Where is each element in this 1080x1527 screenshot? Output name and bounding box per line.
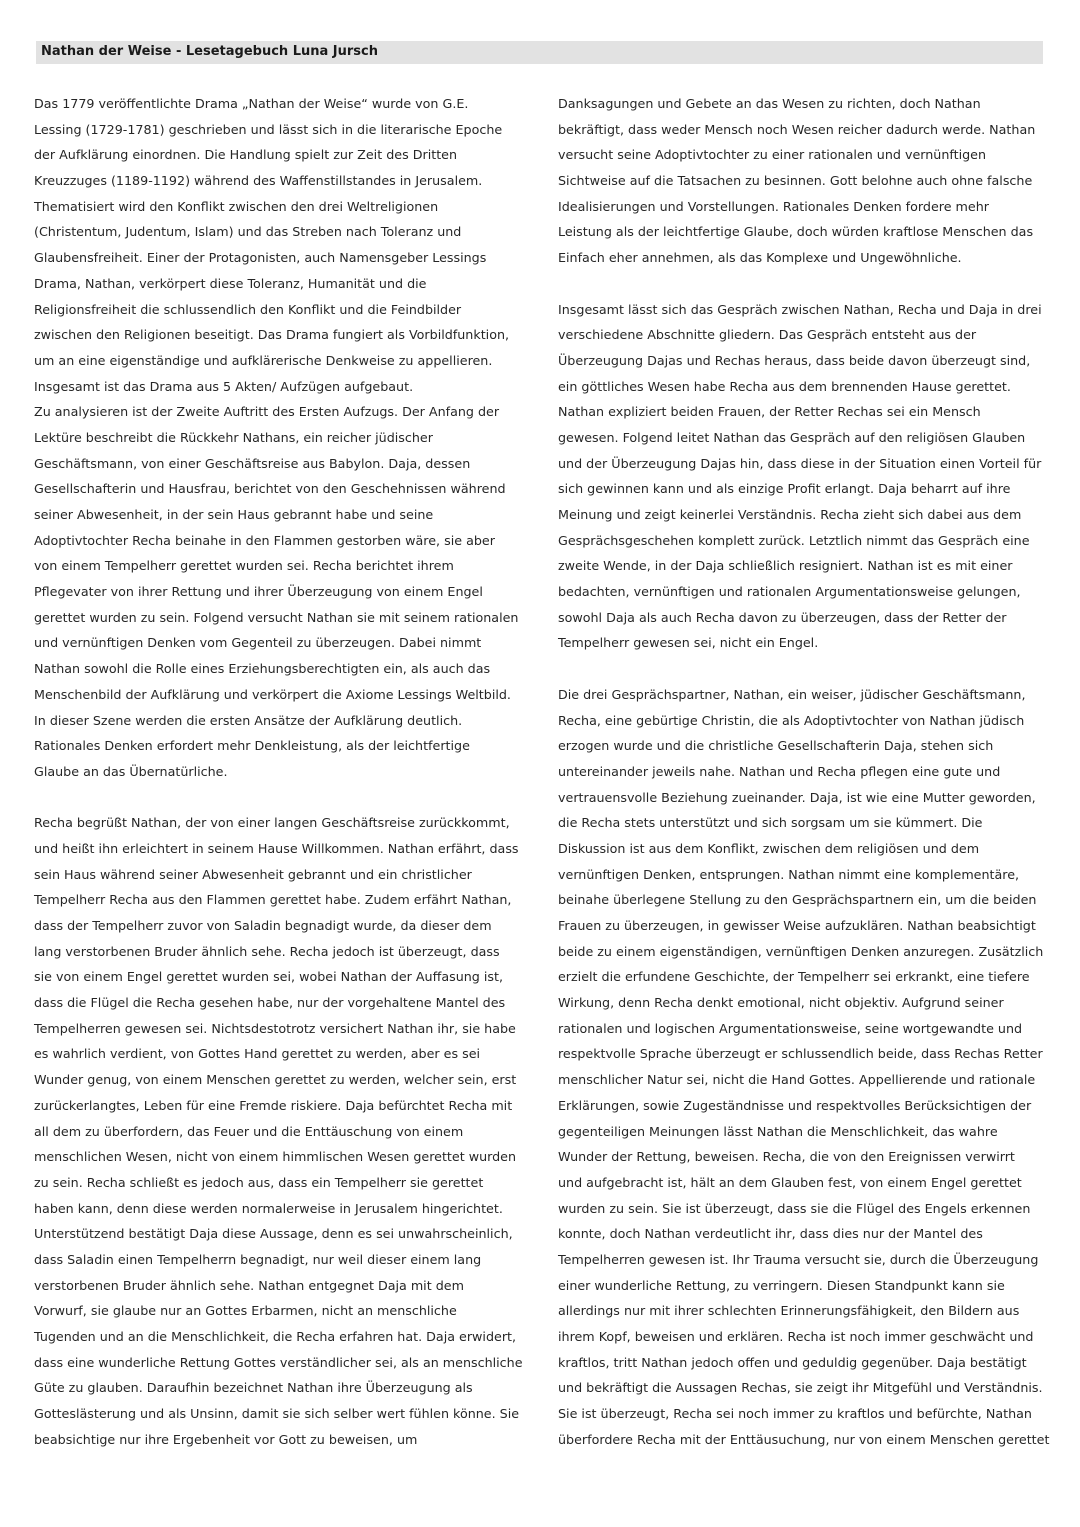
text-line: beinahe überlegene Stellung zu den Gesprächspartnern ein, um die beiden [558,892,1037,908]
text-line: Leistung als der leichtfertige Glaube, doch würden kraftlose Menschen das [558,224,1034,240]
text-line: gerettet wurden zu sein. Folgend versucht Nathan sie mit seinem rationalen [34,609,519,625]
text-line: Rationales Denken erfordert mehr Denkleistung, als der leichtfertige [34,738,470,754]
text-line: beide zu einem eigenständigen, vernünftigen Denken anzuregen. Zusätzlich [558,943,1044,959]
text-line: Sie ist überzeugt, Recha sei noch immer zu kraftlos und befürchte, Nathan [558,1406,1032,1422]
text-line: untereinander jeweils nahe. Nathan und Recha pflegen eine gute und [558,763,1001,779]
text-line: und vernünftigen Denken vom Gegenteil zu überzeugen. Dabei nimmt [34,635,482,651]
text-line: Drama, Nathan, verkörpert diese Toleranz, Humanität und die [34,275,427,291]
text-line: Recha, eine gebürtige Christin, die als Adoptivtochter von Nathan jüdisch [558,712,1025,728]
text-line: Tempelherren gewesen ist. Ihr Trauma versucht sie, durch die Überzeugung [558,1251,1039,1267]
text-line: dass Saladin einen Tempelherrn begnadigt, nur weil dieser einem lang [34,1251,482,1267]
text-line: Gotteslästerung und als Unsinn, damit sie sich selber wert fühlen könne. Sie [34,1406,520,1422]
text-line: gegenteiligen Meinungen lässt Nathan die Menschlichkeit, das wahre [558,1123,998,1139]
text-line: der Aufklärung einordnen. Die Handlung spielt zur Zeit des Dritten [34,147,458,163]
text-line: Danksagungen und Gebete an das Wesen zu richten, doch Nathan [558,96,981,111]
paragraph [558,682,1050,1453]
text-line: gewesen. Folgend leitet Nathan das Gespräch auf den religiösen Glauben [558,429,1026,445]
text-line: Gesellschafterin und Hausfrau, berichtet von den Geschehnissen während [34,481,506,497]
text-line: Frauen zu überzeugen, in gewisser Weise aufzuklären. Nathan beabsichtigt [558,918,1036,933]
text-line: Wirkung, denn Recha denkt emotional, nicht objektiv. Aufgrund seiner [558,995,1004,1011]
text-line: Wunder der Rettung, beweisen. Recha, die von den Ereignissen verwirrt [558,1149,1015,1165]
paragraph [558,297,1050,657]
text-line: ihrem Kopf, beweisen und erklären. Recha ist noch immer geschwächt und [558,1329,1034,1344]
text-line: Religionsfreiheit die schlussendlich den Konflikt und die Feindbilder [34,301,462,317]
document-title: Nathan der Weise - Lesetagebuch Luna Jursch [41,44,378,59]
text-line: um an eine eigenständige und aufklärerische Denkweise zu appellieren. [34,352,493,368]
text-line: Nathan sowohl die Rolle eines Erziehungsberechtigten ein, als auch das [34,661,491,677]
text-line: Nathan expliziert beiden Frauen, der Retter Rechas sei ein Mensch [558,404,981,420]
text-line: respektvolle Sprache überzeugt er schlussendlich beide, dass Rechas Retter [558,1046,1043,1062]
paragraph [558,91,1050,271]
text-line: Zu analysieren ist der Zweite Auftritt des Ersten Aufzugs. Der Anfang der [34,404,500,420]
text-line: sich gewinnen kann und als einzige Profit erlangt. Daja beharrt auf ihre [558,481,1011,497]
text-line: Geschäftsmann, von einer Geschäftsreise aus Babylon. Daja, dessen [34,455,471,471]
text-line: dass der Tempelherr zuvor von Saladin begnadigt wurde, da dieser dem [34,918,492,933]
text-line: In dieser Szene werden die ersten Ansätze der Aufklärung deutlich. [34,712,463,728]
text-line: seiner Abwesenheit, in der sein Haus gebrannt habe und seine [34,507,434,522]
text-line: (Christentum, Judentum, Islam) und das Streben nach Toleranz und [34,224,462,240]
text-line: bekräftigt, dass weder Mensch noch Wesen reicher dadurch werde. Nathan [558,121,1036,137]
left-text-column [34,91,524,1452]
text-line: beabsichtige nur ihre Ergebenheit vor Gott zu beweisen, um [34,1431,418,1447]
paragraph [34,810,524,1452]
text-line: Recha begrüßt Nathan, der von einer langen Geschäftsreise zurückkommt, [34,815,510,831]
text-line: Glaubensfreiheit. Einer der Protagonisten, auch Namensgeber Lessings [34,250,487,266]
text-line: kraftlos, tritt Nathan jedoch offen und geduldig gegenüber. Daja bestätigt [558,1354,1027,1370]
text-line: Insgesamt ist das Drama aus 5 Akten/ Aufzügen aufgebaut. [34,378,414,394]
text-line: rationalen und logischen Argumentationsweise, seine wortgewandte und [558,1020,1023,1036]
text-line: Insgesamt lässt sich das Gespräch zwischen Nathan, Recha und Daja in drei [558,301,1042,317]
text-line: all dem zu überfordern, das Feuer und die Enttäuschung von einem [34,1123,464,1139]
text-line: Erklärungen, sowie Zugeständnisse und respektvolles Berücksichtigen der [558,1097,1032,1113]
text-line: und heißt ihn erleichtert in seinem Hause Willkommen. Nathan erfährt, dass [34,840,519,856]
text-line: erzogen wurde und die christliche Gesellschafterin Daja, stehen sich [558,738,994,754]
text-line: Tempelherren gewesen sei. Nichtsdestotrotz versichert Nathan ihr, sie habe [34,1020,516,1036]
text-line: Güte zu glauben. Daraufhin bezeichnet Nathan ihre Überzeugung als [34,1380,473,1396]
text-line: verstorbenen Bruder ähnlich sehe. Nathan entgegnet Daja mit dem [34,1277,464,1293]
text-line: Lektüre beschreibt die Rückkehr Nathans, ein reicher jüdischer [34,429,433,445]
text-line: haben kann, denn diese werden normalerweise in Jerusalem hingerichtet. [34,1200,503,1216]
text-line: Meinung und zeigt keinerlei Verständnis. Recha zieht sich dabei aus dem [558,507,1022,522]
text-line: vertrauensvolle Beziehung zueinander. Daja, ist wie eine Mutter geworden, [558,789,1036,805]
text-line: und aufgebracht ist, hält an dem Glauben fest, von einem Engel gerettet [558,1174,1022,1190]
text-line: dass die Flügel die Recha gesehen habe, nur der vorgehaltene Mantel des [34,995,506,1011]
paragraph [34,91,524,785]
text-line: es wahrlich verdient, von Gottes Hand gerettet zu werden, aber es sei [34,1046,481,1062]
text-line: sie von einem Engel gerettet wurden sei, wobei Nathan der Auffasung ist, [34,969,504,985]
text-line: Unterstützend bestätigt Daja diese Aussage, denn es sei unwahrscheinlich, [34,1226,513,1242]
text-line: zwischen den Religionen beseitigt. Das Drama fungiert als Vorbildfunktion, [34,327,510,343]
text-line: Glaube an das Übernatürliche. [34,763,228,779]
text-line: lang verstorbenen Bruder ähnlich sehe. Recha jedoch ist überzeugt, dass [34,943,500,959]
text-line: die Recha stets unterstützt und sich sorgsam um sie kümmert. Die [558,815,983,831]
text-line: Tempelherr Recha aus den Flammen gerettet habe. Zudem erfährt Nathan, [34,892,512,908]
text-line: Lessing (1729-1781) geschrieben und lässt sich in die literarische Epoche [34,121,503,137]
text-line: Tempelherr gewesen sei, nicht ein Engel. [558,635,819,651]
text-line: Thematisiert wird den Konflikt zwischen den drei Weltreligionen [34,198,439,214]
text-line: Wunder genug, von einem Menschen gerettet zu werden, welcher sein, erst [34,1072,517,1088]
text-line: versucht seine Adoptivtochter zu einer rationalen und vernünftigen [558,147,987,163]
text-line: wurden zu sein. Sie ist überzeugt, dass sie die Flügel des Engels erkennen [558,1200,1031,1216]
text-line: Kreuzzuges (1189-1192) während des Waffenstillstandes in Jerusalem. [34,173,483,189]
text-line: ein göttliches Wesen habe Recha aus dem brennenden Hause gerettet. [558,378,1011,394]
text-line: zweite Wende, in der Daja schließlich resigniert. Nathan ist es mit einer [558,558,1013,574]
text-line: Menschenbild der Aufklärung und verkörpert die Axiome Lessings Weltbild. [34,686,511,702]
text-line: Einfach eher annehmen, als das Komplexe und Ungewöhnliche. [558,250,962,266]
text-line: Idealisierungen und Vorstellungen. Rationales Denken fordere mehr [558,198,989,214]
text-line: erzielt die erfundene Geschichte, der Tempelherr sei erkrankt, eine tiefere [558,969,1030,985]
text-line: menschlicher Natur sei, nicht die Hand Gottes. Appellierende und rationale [558,1072,1036,1088]
document-header [36,41,1043,64]
text-line: Adoptivtochter Recha beinahe in den Flammen gestorben wäre, sie aber [34,532,495,548]
text-line: verschiedene Abschnitte gliedern. Das Gespräch entsteht aus der [558,327,977,343]
text-line: Diskussion ist aus dem Konflikt, zwischen dem religiösen und dem [558,840,980,856]
text-line: und bekräftigt die Aussagen Rechas, sie zeigt ihr Mitgefühl und Verständnis. [558,1380,1043,1396]
text-line: menschlichen Wesen, nicht von einem himmlischen Wesen gerettet wurden [34,1149,517,1165]
text-line: und der Überzeugung Dajas hin, dass diese in der Situation einen Vorteil für [558,455,1042,471]
text-line: sein Haus während seiner Abwesenheit gebrannt und ein christlicher [34,866,472,882]
text-line: Sichtweise auf die Tatsachen zu besinnen. Gott belohne auch ohne falsche [558,173,1033,189]
text-line: bedachten, vernünftigen und rationalen Argumentationsweise gelungen, [558,584,1021,600]
text-line: Das 1779 veröffentlichte Drama „Nathan der Weise“ wurde von G.E. [34,96,469,111]
right-text-column [558,91,1050,1452]
text-line: zurückerlangtes, Leben für eine Fremde riskiere. Daja befürchtet Recha mit [34,1097,513,1113]
text-line: Vorwurf, sie glaube nur an Gottes Erbarmen, nicht an menschliche [34,1303,457,1319]
text-line: dass eine wunderliche Rettung Gottes verständlicher sei, als an menschliche [34,1354,523,1370]
text-line: Gesprächsgeschehen komplett zurück. Letztlich nimmt das Gespräch eine [558,532,1030,548]
text-line: Die drei Gesprächspartner, Nathan, ein weiser, jüdischer Geschäftsmann, [558,686,1026,702]
text-line: allerdings nur mit ihrer schlechten Erinnerungsfähigkeit, den Bildern aus [558,1303,1020,1319]
text-line: zu sein. Recha schließt es jedoch aus, dass ein Tempelherr sie gerettet [34,1174,484,1190]
text-line: überfordere Recha mit der Enttäusuchung, nur von einem Menschen gerettet [558,1431,1050,1447]
text-line: Überzeugung Dajas und Rechas heraus, dass beide davon überzeugt sind, [558,352,1031,368]
text-line: einer wunderliche Rettung, zu verringern. Diesen Standpunkt kann sie [558,1277,1005,1293]
text-line: vernünftigen Denken, entsprungen. Nathan nimmt eine komplementäre, [558,866,1020,882]
text-line: Tugenden und an die Menschlichkeit, die Recha erfahren hat. Daja erwidert, [34,1329,517,1344]
text-line: von einem Tempelherr gerettet wurden sei. Recha berichtet ihrem [34,558,454,574]
text-line: sowohl Daja als auch Recha davon zu überzeugen, dass der Retter der [558,609,1007,625]
text-line: konnte, doch Nathan verdeutlicht ihr, dass dies nur der Mantel des [558,1226,983,1242]
text-line: Pflegevater von ihrer Rettung und ihrer Überzeugung von einem Engel [34,584,483,600]
